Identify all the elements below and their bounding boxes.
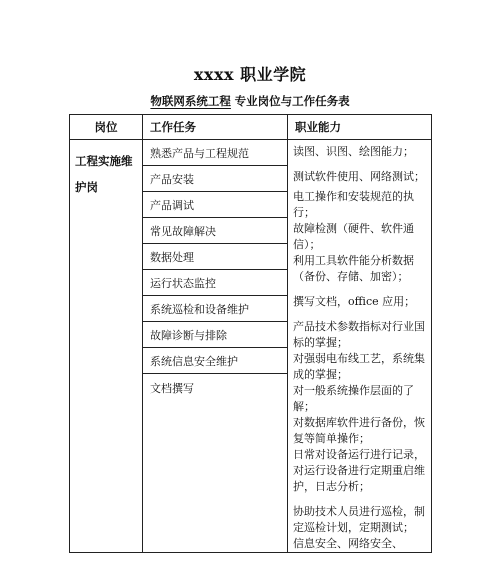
ability-item: 读图、识图、绘图能力； xyxy=(293,145,414,158)
table-row xyxy=(70,140,432,166)
table-header-row xyxy=(70,115,432,140)
subtitle-major: 物联网系统工程 xyxy=(150,94,231,108)
ability-item: 产品技术参数指标对行业国标的掌握； xyxy=(293,320,425,349)
task-cell: 常见故障解决 xyxy=(143,218,288,244)
ability-item: 电工操作和安装规范的执行； xyxy=(293,190,414,219)
ability-item: 日常对设备运行进行记录，对运行设备进行定期重启维护，日志分析； xyxy=(293,448,425,493)
subtitle-rest: 专业岗位与工作任务表 xyxy=(234,94,350,108)
document-title: xxxx 职业学院 xyxy=(193,65,307,84)
ability-item: 对数据库软件进行备份，恢复等简单操作； xyxy=(293,416,425,445)
ability-item: 测试软件使用、网络测试； xyxy=(293,170,425,183)
task-cell: 产品安装 xyxy=(143,166,288,192)
ability-item: 撰写文档，office 应用； xyxy=(293,295,416,308)
header-ability: 职业能力 xyxy=(288,115,432,140)
task-cell: 系统信息安全维护 xyxy=(143,348,288,374)
ability-cell xyxy=(288,140,432,553)
ability-item: 信息安全、网络安全、 xyxy=(293,537,403,550)
ability-item: 对一般系统操作层面的了解； xyxy=(293,384,414,413)
document-subtitle xyxy=(0,93,500,109)
task-cell: 文档撰写 xyxy=(143,374,288,553)
task-cell: 故障诊断与排除 xyxy=(143,322,288,348)
ability-item: 协助技术人员进行巡检，制定巡检计划，定期测试； xyxy=(293,505,425,534)
ability-item: 对强弱电布线工艺，系统集成的掌握； xyxy=(293,352,425,381)
header-task: 工作任务 xyxy=(143,115,288,140)
header-position: 岗位 xyxy=(70,115,143,140)
task-cell: 产品调试 xyxy=(143,192,288,218)
ability-item: 利用工具软件能分析数据（备份、存储、加密）； xyxy=(293,254,414,283)
task-cell: 数据处理 xyxy=(143,244,288,270)
task-cell: 运行状态监控 xyxy=(143,270,288,296)
ability-item: 故障检测（硬件、软件通信）； xyxy=(293,222,414,251)
position-task-table xyxy=(69,114,432,553)
position-cell: 工程实施维护岗 xyxy=(70,140,143,553)
task-cell: 系统巡检和设备维护 xyxy=(143,296,288,322)
task-cell: 熟悉产品与工程规范 xyxy=(143,140,288,166)
